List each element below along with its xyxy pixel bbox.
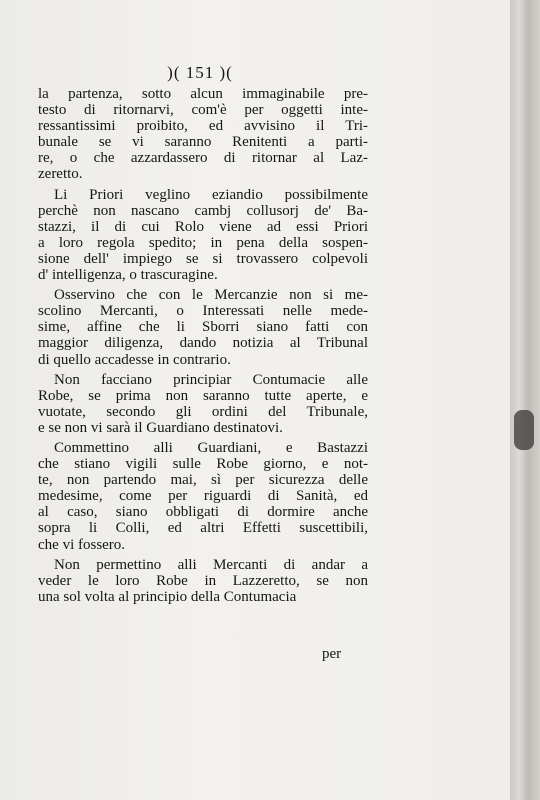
text-line: Robe, se prima non saranno tutte aperte, e <box>38 387 368 404</box>
paragraph <box>38 86 368 183</box>
paragraph <box>38 187 368 284</box>
text-line: che stiano vigili sulle Robe giorno, e not- <box>38 456 368 473</box>
text-line: Commettino alli Guardiani, e Bastazzi <box>54 439 368 456</box>
paragraph <box>38 557 368 605</box>
text-line: che vi fossero. <box>38 536 126 553</box>
paragraph <box>38 287 368 367</box>
text-line: al caso, siano obbligati di dormire anche <box>38 504 368 521</box>
text-line: te, non partendo mai, sì per sicurezza delle <box>38 472 368 489</box>
text-line: maggior diligenza, dando notizia al Tribunal <box>38 335 368 352</box>
text-line: di quello accadesse in contrario. <box>38 351 231 368</box>
paragraph <box>38 372 368 436</box>
page-body-text <box>38 86 368 609</box>
text-line: vuotate, secondo gli ordini del Tribunale, <box>38 403 368 420</box>
text-line: Li Priori veglino eziandio possibilmente <box>54 186 368 203</box>
text-line: a loro regola spedito; in pena della sospen- <box>38 234 368 251</box>
text-line: la partenza, sotto alcun immaginabile pre- <box>38 86 368 102</box>
text-line: sime, affine che li Sborri siano fatti con <box>38 319 368 336</box>
text-line: perchè non nascano cambj collusorj de' Ba- <box>38 202 368 219</box>
text-line: veder le loro Robe in Lazzeretto, se non <box>38 572 368 589</box>
page-number-header: )( 151 )( <box>167 63 233 82</box>
text-line: una sol volta al principio della Contumacia <box>38 588 297 605</box>
text-line: testo di ritornarvi, com'è per oggetti inte- <box>38 102 368 119</box>
text-line: scolino Mercanti, o Interessati nelle mede- <box>38 303 368 320</box>
text-line: re, o che azzardassero di ritornar al Laz- <box>38 150 368 167</box>
text-line: Osservino che con le Mercanzie non si me- <box>54 287 368 304</box>
text-line: stazzi, il di cui Rolo viene ad essi Priori <box>38 218 368 235</box>
text-line: Non facciano principiar Contumacie alle <box>54 371 368 388</box>
text-line: medesime, come per riguardi di Sanità, ed <box>38 488 368 505</box>
text-line: ressantissimi proibito, ed avvisino il Tri- <box>38 118 368 135</box>
text-line: sione dell' impiego se si trovassero colpevoli <box>38 250 368 267</box>
text-line: zeretto. <box>38 166 83 183</box>
text-line: bunale se vi saranno Renitenti a parti- <box>38 134 368 151</box>
page-stain <box>514 410 534 450</box>
page-edge <box>510 0 540 800</box>
text-line: sopra li Colli, ed altri Effetti suscettibili, <box>38 520 368 537</box>
text-line: Non permettino alli Mercanti di andar a <box>54 556 368 573</box>
text-line: e se non vi sarà il Guardiano destinatovi. <box>38 419 283 436</box>
text-line: d' intelligenza, o trascuragine. <box>38 267 218 284</box>
paragraph <box>38 440 368 553</box>
catchword: per <box>322 646 342 662</box>
